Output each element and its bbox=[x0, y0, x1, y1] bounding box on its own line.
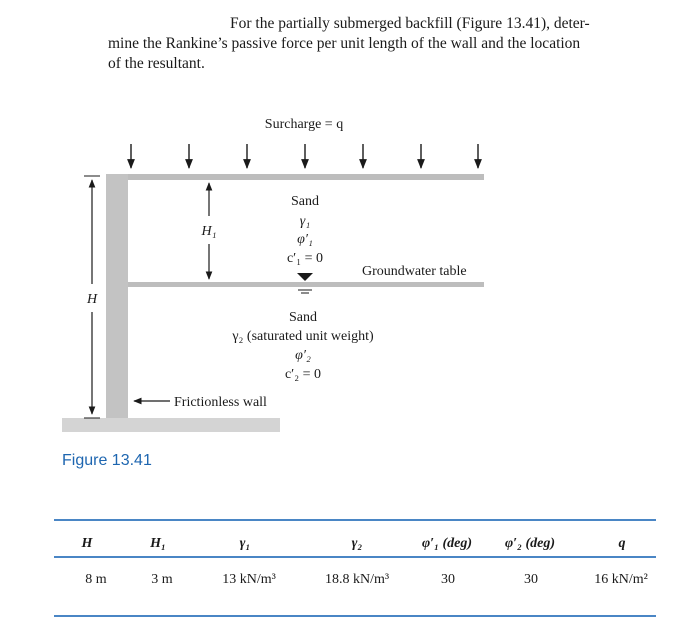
ground-surface bbox=[128, 174, 484, 180]
table-value-cell: 18.8 kN/m³ bbox=[324, 572, 390, 587]
table-value-cell: 30 bbox=[441, 572, 455, 587]
table-header-rule bbox=[54, 556, 656, 558]
table-bottom-rule bbox=[54, 615, 656, 617]
sand-top-label: Sand bbox=[291, 194, 319, 209]
table-header-cell: φ′₁ (deg) bbox=[421, 536, 473, 551]
table-header-cell: q bbox=[618, 536, 626, 551]
sand-bottom-label: Sand bbox=[289, 310, 317, 325]
H-label: H bbox=[86, 292, 98, 307]
frictionless-wall-label: Frictionless wall bbox=[174, 395, 267, 410]
c1-label: c′₁ = 0 bbox=[286, 251, 324, 266]
surcharge-label: Surcharge = q bbox=[264, 117, 344, 132]
gamma1-label: γ₁ bbox=[299, 214, 311, 229]
water-table-icon bbox=[297, 273, 313, 281]
table-value-cell: 16 kN/m² bbox=[594, 572, 648, 587]
table-header-cell: γ₁ bbox=[239, 536, 251, 551]
problem-line-2: mine the Rankine’s passive force per unit length of the wall and the location bbox=[108, 35, 581, 52]
problem-line-3: of the resultant. bbox=[108, 55, 205, 72]
phi1-label: φ′₁ bbox=[297, 232, 313, 247]
table-header-cell: H₁ bbox=[150, 536, 166, 551]
figure-caption: Figure 13.41 bbox=[62, 452, 152, 469]
table-top-rule bbox=[54, 519, 656, 521]
table-header-cell: φ′₂ (deg) bbox=[504, 536, 556, 551]
groundwater-label: Groundwater table bbox=[362, 264, 467, 279]
phi2-label: φ′₂ bbox=[295, 348, 311, 363]
problem-line-1: For the partially submerged backfill (Figure 13.41), deter- bbox=[230, 15, 590, 32]
table-value-cell: 8 m bbox=[85, 572, 107, 587]
table-value-cell: 30 bbox=[524, 572, 538, 587]
table-value-cell: 13 kN/m³ bbox=[222, 572, 276, 587]
table-header-cell: H bbox=[81, 536, 93, 551]
table-value-cell: 3 m bbox=[151, 572, 173, 587]
wall-base bbox=[62, 418, 280, 432]
groundwater-line bbox=[128, 282, 484, 287]
retaining-wall bbox=[106, 174, 128, 418]
H1-label: H₁ bbox=[201, 224, 217, 239]
table-header-cell: γ₂ bbox=[351, 536, 363, 551]
gamma2-label: γ₂ (saturated unit weight) bbox=[232, 329, 374, 344]
c2-label: c′₂ = 0 bbox=[284, 367, 322, 382]
surcharge-arrows bbox=[131, 144, 478, 168]
